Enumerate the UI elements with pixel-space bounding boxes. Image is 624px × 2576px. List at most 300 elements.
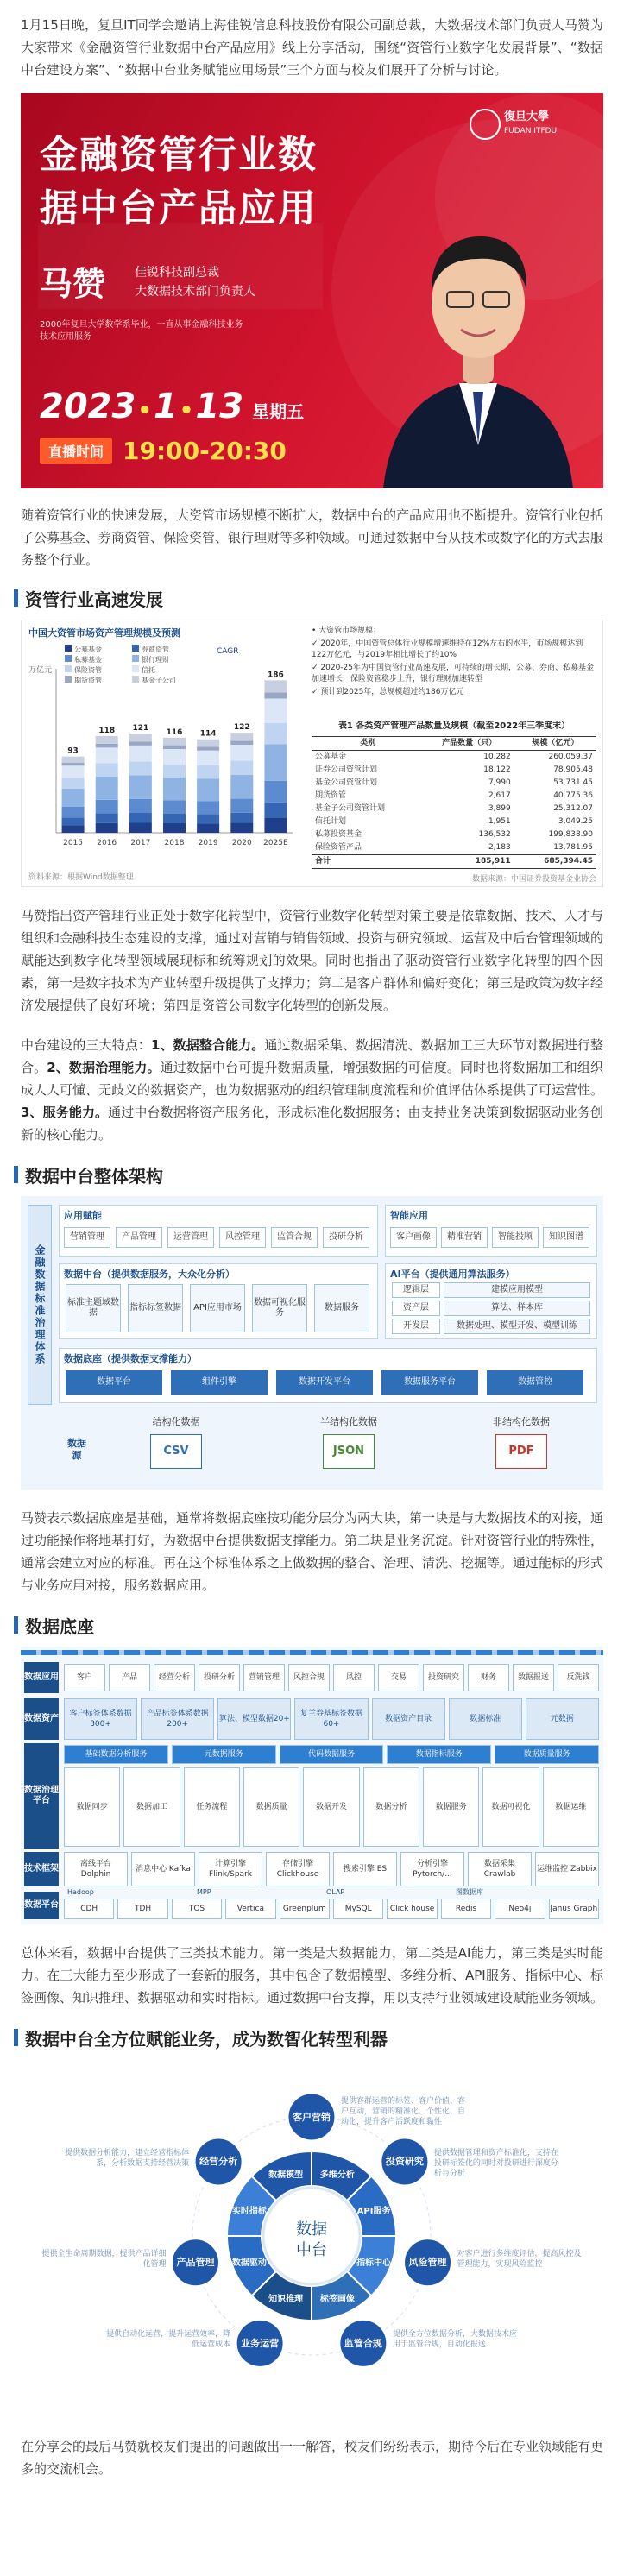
paragraph-2: 马赞指出资产管理行业正处于数字化转型中，资管行业数字化转型对策主要是依靠数据、技术、人才与组织和金融科技生态建设的支撑，通过对营销与销售领域、投资与研究领域、运营及中后台管理领域的赋能达到数字化转型领域展现标和统筹规划的效果。同时也指出了驱动资管行业数字化转型的四个因素，第一是数字技术为产业转型升级提供了支撑力；第二是客户群体和偏好变化；第三是政策为数字经济发展提供了良好环境；第四是资管公司数字化转型的创新发展。 <box>21 908 604 1013</box>
governance-service-cell: 代码数据服务 <box>280 1745 384 1764</box>
market-figure <box>21 620 603 887</box>
bar-segment <box>230 745 253 761</box>
table-cell: 1,951 <box>488 817 511 826</box>
governance-function-cell: 数据同步 <box>64 1767 120 1847</box>
platform-cell: Redis <box>441 1899 491 1919</box>
center-label-1: 数据 <box>296 2220 327 2239</box>
bar-chart <box>27 641 303 867</box>
bar-segment <box>197 814 219 823</box>
bar-segment <box>96 744 118 747</box>
asset-cell: 数据资产目录 <box>372 1698 445 1740</box>
legend-label: 信托 <box>142 666 155 674</box>
tech-framework-cell: 分析引擎 Pytorch/... <box>400 1852 464 1886</box>
legend-label: 保险资管 <box>74 666 102 674</box>
x-tick-label: 2025E <box>263 839 288 847</box>
bar-segment <box>163 823 186 833</box>
speaker-name: 马赞 <box>40 265 106 303</box>
market-bullets <box>312 626 596 700</box>
bar-segment <box>230 813 253 823</box>
data-center-item: 数据可视化服务 <box>252 1284 307 1332</box>
bar-segment <box>230 761 253 775</box>
bar-segment <box>96 823 118 833</box>
bar-segment <box>230 822 253 833</box>
tech-framework-cell: 存储引擎 Clickhouse <box>266 1852 330 1886</box>
smart-app-item: 客户画像 <box>390 1227 437 1248</box>
date-month: 1 <box>153 387 178 426</box>
node-label: 风险管理 <box>408 2257 447 2269</box>
table-row <box>312 790 596 803</box>
governance-service-cell: 数据指标服务 <box>387 1745 491 1764</box>
governance-function-cell: 数据加工 <box>123 1767 180 1847</box>
legend-swatch <box>132 655 139 662</box>
data-source-label: 数据源 <box>67 1438 86 1461</box>
platform-cell: MySQL <box>333 1899 383 1919</box>
live-time <box>40 437 287 465</box>
section-heading-1 <box>0 583 624 613</box>
app-cell: 投资研究 <box>423 1664 464 1691</box>
table-row <box>312 751 596 765</box>
table-row <box>312 841 596 855</box>
layer-label: 数据治理平台 <box>24 1743 59 1849</box>
table-row <box>312 816 596 828</box>
table-cell: 199,838.90 <box>548 830 593 839</box>
governance-service-cell: 数据质量服务 <box>495 1745 599 1764</box>
bar-segment <box>129 823 152 833</box>
asset-cell: 复兰券基标签数据60+ <box>294 1698 368 1740</box>
table-cell: 2,617 <box>488 791 511 800</box>
bar-segment <box>62 765 85 778</box>
governance-function-cell: 数据分析 <box>363 1767 419 1847</box>
ai-layer-cell: 数据处理、模型开发、模型训练 <box>444 1319 590 1334</box>
table-cell: 基金子公司资管计划 <box>315 804 386 813</box>
table-cell: 25,312.07 <box>553 804 593 813</box>
governance-function-cell: 数据质量 <box>243 1767 299 1847</box>
data-center-item: 标准主题域数据 <box>66 1284 121 1332</box>
data-source-title: 半结构化数据 <box>320 1416 377 1427</box>
heading-bar <box>14 1166 18 1183</box>
node-label: 客户营销 <box>293 2111 331 2123</box>
bar-segment <box>163 814 186 823</box>
ai-layer-cell: 建模应用模型 <box>444 1282 590 1298</box>
asset-cell: 数据标准 <box>449 1698 522 1740</box>
bar-segment <box>96 747 118 763</box>
ring-label: 数据模型 <box>268 2170 304 2180</box>
date-year: 2023 <box>40 387 136 426</box>
bar-segment <box>62 757 85 763</box>
deco-stripe <box>21 1650 603 1655</box>
data-base-item: 数据服务平台 <box>381 1370 478 1395</box>
ring-label: 数据驱动 <box>231 2258 267 2268</box>
node-label: 业务运营 <box>241 2337 280 2349</box>
data-base-diagram <box>21 1647 603 1924</box>
platform-cell: Greenplum <box>280 1899 330 1919</box>
bar-segment <box>197 751 219 765</box>
bar-value-label: 186 <box>268 671 284 680</box>
table-row <box>312 803 596 816</box>
paragraph-5: 总体来看，数据中台提供了三类技术能力。第一类是大数据能力，第二类是AI能力，第三类是实时能力。在三大能力至少形成了一套新的服务，其中包含了数据模型、多维分析、API服务、指标中心、标签画像、知识推理、数据驱动和实时指标。通过数据中台支撑，用以支持行业领域建设赋能业务领域。 <box>21 1945 604 2006</box>
table-cell: 3,899 <box>488 804 511 813</box>
node-label: 产品管理 <box>176 2257 215 2269</box>
speaker-bio-1: 2000年复旦大学数学系毕业，一直从事金融科技业务 <box>40 320 243 330</box>
bar-segment <box>62 817 85 825</box>
data-center-item: API应用市场 <box>190 1284 245 1332</box>
bar-segment <box>197 823 219 833</box>
node-note: 提供自动化运营，提升运营效率，降低运营成本 <box>106 2330 231 2350</box>
logo-subtext: FUDAN ITFDU <box>504 127 558 135</box>
table-cell: 78,905.48 <box>553 765 593 774</box>
app-item: 运营管理 <box>167 1227 214 1248</box>
market-bullet: ✓ 预计到2025年，总规模超过约186万亿元 <box>312 688 464 696</box>
bar-segment <box>62 778 85 788</box>
app-cell: 客户 <box>64 1664 105 1691</box>
p3-intro: 中台建设的三大特点： <box>21 1037 152 1053</box>
app-cell: 经营分析 <box>154 1664 195 1691</box>
bar-segment <box>230 733 253 740</box>
heading-text: 数据中台整体架构 <box>25 1165 163 1187</box>
governance-function-cell: 任务流程 <box>184 1767 240 1847</box>
governance-service-cell: 基础数据分析服务 <box>64 1745 168 1764</box>
node-note: 对客户进行多维度评估，提高风控及管理能力，实现风险监控 <box>457 2249 582 2269</box>
speaker-role-1: 佳锐科技副总裁 <box>135 266 219 280</box>
layer-label: 数据资产 <box>24 1698 59 1740</box>
bar-segment <box>129 741 152 746</box>
bar-segment <box>197 801 219 814</box>
market-bullet: • 大资管市场规模： <box>312 627 381 635</box>
speaker-role-2: 大数据技术部门负责人 <box>135 285 255 299</box>
legend-swatch <box>65 645 72 652</box>
bar-segment <box>163 765 186 778</box>
heading-bar <box>14 589 18 607</box>
bar-segment <box>129 746 152 761</box>
bar-segment <box>62 825 85 833</box>
tech-framework-cell: 消息中心 Kafka <box>131 1852 195 1886</box>
layer-label: 数据应用 <box>24 1662 59 1693</box>
governance-function-cell: 数据运维 <box>543 1767 599 1847</box>
bar-segment <box>129 813 152 822</box>
ai-layer-label: 逻辑层 <box>392 1282 440 1298</box>
table-cell: 53,731.45 <box>553 778 593 787</box>
governance-function-cell: 数据服务 <box>423 1767 479 1847</box>
node-label: 经营分析 <box>199 2156 238 2168</box>
platform-tag: MPP <box>197 1888 211 1896</box>
legend-label: 私募基金 <box>74 656 102 664</box>
event-date: 2023 • 1 • 13 星期五 <box>40 387 305 426</box>
table-cell: 136,532 <box>478 830 511 839</box>
table-cell: 合计 <box>312 855 425 869</box>
bar-segment <box>62 763 85 766</box>
closing-paragraph: 在分享会的最后马赞就校友们提出的问题做出一一解答，校友们纷纷表示，期待今后在专业领域能有更多的交流机会。 <box>21 2439 604 2477</box>
platform-cell: Click house <box>387 1899 437 1919</box>
bar-segment <box>129 775 152 799</box>
bar-segment <box>197 740 219 747</box>
live-time-label: 直播时间 <box>40 438 112 464</box>
paragraph-3 <box>0 1034 624 1146</box>
data-base-item: 数据管控 <box>487 1370 583 1395</box>
table-cell: 保险资管产品 <box>315 843 362 852</box>
table-title: 表1 各类资产管理产品数量及规模（截至2022年三季度末） <box>337 721 570 731</box>
section-heading-4 <box>0 2023 624 2052</box>
legend-swatch <box>132 645 139 652</box>
p3-point1: 1、数据整合能力。 <box>151 1037 265 1053</box>
governance-function-cell: 数据可视化 <box>482 1767 539 1847</box>
table-header-row <box>312 737 596 751</box>
bar-value-label: 118 <box>98 726 116 735</box>
bar-segment <box>163 801 186 814</box>
data-source-badge: PDF <box>495 1434 547 1469</box>
y-axis-label: 万亿元 <box>28 666 53 675</box>
heading-bar <box>14 2029 18 2046</box>
smart-panel-title: 智能应用 <box>390 1210 428 1221</box>
bar-segment <box>264 680 287 692</box>
node-note: 提供数据管理和资产标准化，支持在投研标签化的同时对投研进行深度分析与分析 <box>433 2148 558 2178</box>
data-center-item: 数据服务 <box>314 1284 369 1332</box>
poster-title-line1: 金融资管行业数 <box>40 133 318 177</box>
table-header-cell: 产品数量（只） <box>425 737 514 751</box>
p3-text3: 通过中台数据将资产服务化，形成标准化数据服务；由支持业务决策到数据驱动业务创新的核心能力。 <box>21 1105 603 1143</box>
ring-label: 指标中心 <box>356 2258 392 2268</box>
asset-cell: 客户标签体系数据300+ <box>64 1698 137 1740</box>
bar-segment <box>197 778 219 801</box>
data-source-badge: CSV <box>150 1434 202 1469</box>
app-cell: 投研分析 <box>199 1664 240 1691</box>
platform-cell: Neo4j <box>495 1899 545 1919</box>
data-base-title: 数据底座（提供数据支撑能力） <box>64 1353 197 1364</box>
ring-label: API服务 <box>356 2207 391 2217</box>
market-bullet: ✓ 2020-25年为中国资管行业高速发展，可持续的增长期，公募、券商、私募基金加速增长，保险资管稳步上升，银行理财加速转型 <box>312 664 595 683</box>
governance-column: 金融数据标准治理体系 <box>28 1205 52 1405</box>
data-source-title: 结构化数据 <box>152 1416 200 1427</box>
market-bullet: ✓ 2020年，中国资管总体行业规模增速维持在12%左右的水平，市场规模达到122万亿元，与2019年相比增长了约10% <box>312 639 583 659</box>
table-cell: 7,990 <box>488 778 511 787</box>
smart-app-item: 知识图谱 <box>543 1227 589 1248</box>
platform-cell: CDH <box>64 1899 114 1919</box>
bar-segment <box>264 699 287 723</box>
bar-segment <box>96 777 118 800</box>
paragraph-4: 马赞表示数据底座是基础，通常将数据底座按功能分层分为两大块，第一块是与大数据技术的对接，通过功能操作将地基打好，为数据中台提供数据支撑能力。第二块是业务沉淀。针对资管行业的特殊性，通常会建立对应的标准。再在这个标准体系之上做数据的整合、治理、清洗、挖掘等。通过能标的形式与业务应用对接，服务数据应用。 <box>21 1510 604 1593</box>
tech-framework-cell: 运维监控 Zabbix <box>535 1852 599 1886</box>
table-cell: 期货资管 <box>315 791 347 800</box>
ai-layer-label: 开发层 <box>392 1319 440 1334</box>
platform-cell: TOS <box>172 1899 222 1919</box>
data-center-item: 指标标签数据 <box>128 1284 183 1332</box>
app-panel-title: 应用赋能 <box>64 1210 102 1221</box>
chart-title: 中国大资管市场资产管理规模及预测 <box>28 627 180 639</box>
heading-text: 资管行业高速发展 <box>25 589 163 610</box>
heading-bar <box>14 1616 18 1634</box>
data-base-item: 数据平台 <box>66 1370 162 1395</box>
table-cell: 信托计划 <box>315 817 347 826</box>
heading-text: 数据中台全方位赋能业务，成为数智化转型利器 <box>25 2028 388 2050</box>
node-note: 提供客群运营的标签、客户价值、客户互动，营销的精准化、个性化、自动化，提升客户活跃度和黏性 <box>341 2097 466 2126</box>
platform-cell: Janus Graph <box>549 1899 599 1919</box>
legend-swatch <box>132 676 139 683</box>
app-item: 投研分析 <box>323 1227 369 1248</box>
tech-framework-cell: 离线平台 Dolphin <box>64 1852 128 1886</box>
node-note: 提供全生命周期数据，提供产品详细化管理 <box>41 2249 167 2269</box>
app-item: 营销管理 <box>64 1227 110 1248</box>
asset-table <box>312 736 596 869</box>
legend-swatch <box>65 665 72 672</box>
bar-segment <box>163 749 186 765</box>
chart-source: 资料来源：根据Wind数据整理 <box>28 873 134 882</box>
app-item: 监管合规 <box>271 1227 318 1248</box>
asset-cell: 算法、模型数据20+ <box>217 1698 291 1740</box>
table-cell: 2,183 <box>488 843 511 852</box>
table-cell: 40,775.36 <box>553 791 593 800</box>
data-source-title: 非结构化数据 <box>493 1416 550 1427</box>
table-cell: 3,049.25 <box>558 817 593 826</box>
bar-segment <box>96 800 118 814</box>
bar-segment <box>96 814 118 823</box>
ai-layer-cell: 算法、样本库 <box>444 1301 590 1316</box>
ai-panel-title: AI平台（提供通用算法服务） <box>390 1269 515 1280</box>
table-cell: 185,911 <box>425 855 514 869</box>
bar-value-label: 93 <box>67 746 79 756</box>
bar-segment <box>62 789 85 807</box>
x-tick-label: 2015 <box>63 839 84 847</box>
bar-segment <box>264 803 287 818</box>
app-cell: 反洗钱 <box>558 1664 599 1691</box>
table-row <box>312 828 596 841</box>
governance-service-cell: 元数据服务 <box>172 1745 276 1764</box>
node-label: 监管合规 <box>344 2337 382 2349</box>
logo-text: 復旦大學 <box>504 110 550 123</box>
bar-segment <box>96 763 118 777</box>
bar-segment <box>197 765 219 778</box>
bar-segment <box>163 778 186 800</box>
legend-label: 期货资管 <box>74 677 102 684</box>
bar-segment <box>264 692 287 698</box>
live-time-value: 19:00-20:30 <box>123 437 287 465</box>
bar-segment <box>163 746 186 749</box>
platform-tag: 图数据库 <box>456 1888 483 1896</box>
table-header-cell: 规模（亿元） <box>514 737 596 751</box>
app-cell: 财务 <box>468 1664 509 1691</box>
platform-cell: TDH <box>117 1899 167 1919</box>
platform-cell: Vertica <box>225 1899 275 1919</box>
bar-segment <box>264 745 287 781</box>
ring-label: 标签画像 <box>319 2295 355 2305</box>
p3-text2: 通过数据中台可提升数据质量，增强数据的可信度。同时也将数据加工和组织成人人可懂、无歧义的数据资产，也为数据驱动的组织管理制度流程和价值评估体系提供了可运营性。 <box>21 1060 604 1098</box>
speaker-photo <box>366 161 590 488</box>
platform-tag: OLAP <box>326 1888 345 1896</box>
legend-label: 公募基金 <box>74 646 102 653</box>
bar-value-label: 116 <box>166 727 183 737</box>
asset-cell: 元数据 <box>526 1698 599 1740</box>
smart-app-item: 精准营销 <box>441 1227 488 1248</box>
ai-layer-label: 资产层 <box>392 1301 440 1316</box>
node-note: 提供数据分析能力，建立经营指标体系，分析数据支持经营决策 <box>65 2148 190 2168</box>
table-header-cell: 类别 <box>312 737 425 751</box>
table-cell: 公募基金 <box>315 753 347 761</box>
data-base-item: 组件引擎 <box>171 1370 268 1395</box>
table-row <box>312 777 596 790</box>
table-cell: 10,282 <box>483 753 511 761</box>
poster-title-line2: 据中台产品应用 <box>40 186 318 230</box>
bar-segment <box>129 734 152 741</box>
bar-value-label: 114 <box>199 729 217 739</box>
platform-tag: Hadoop <box>67 1888 94 1896</box>
fudan-logo-icon <box>470 109 501 140</box>
tech-framework-cell: 搜索引擎 ES <box>333 1852 397 1886</box>
app-item: 产品管理 <box>116 1227 162 1248</box>
bar-segment <box>62 807 85 817</box>
app-cell: 数据报送 <box>513 1664 554 1691</box>
paragraph-1: 随着资管行业的快速发展，大资管市场规模不断扩大，数据中台的产品应用也不断提升。资管行业包括了公募基金、券商资管、保险资管、银行理财等多种领域。可通过数据中台从技术或数字化的方式去服务整个行业。 <box>21 507 604 568</box>
intro-paragraph: 1月15日晚，复旦IT同学会邀请上海佳锐信息科技股份有限公司副总裁，大数据技术部门负责人马赞为大家带来《金融资管行业数据中台产品应用》线上分享活动，围绕“资管行业数字化发展背景”、“数据中台建设方案”、“数据中台业务赋能应用场景”三个方面与校友们展开了分析与讨论。 <box>21 17 603 78</box>
bar-segment <box>163 738 186 746</box>
smart-app-item: 智能投顾 <box>492 1227 539 1248</box>
app-cell: 风控合规 <box>288 1664 330 1691</box>
table-row <box>312 855 596 869</box>
bar-segment <box>264 723 287 745</box>
architecture-diagram <box>21 1196 603 1490</box>
app-cell: 交易 <box>378 1664 419 1691</box>
legend-label: 基金子公司 <box>142 677 176 684</box>
cagr-label: CAGR <box>217 647 239 656</box>
legend-label: 银行理财 <box>142 656 169 664</box>
table-cell: 基金公司资管计划 <box>315 778 378 787</box>
ring-label: 多维分析 <box>319 2170 355 2180</box>
section-heading-3 <box>0 1610 624 1640</box>
data-center-title: 数据中台（提供数据服务，大众化分析） <box>64 1269 235 1280</box>
bar-segment <box>96 736 118 744</box>
heading-text: 数据底座 <box>25 1616 94 1637</box>
table-source: 数据来源：中国证券投资基金业协会 <box>471 875 596 884</box>
legend-swatch <box>65 676 72 683</box>
data-source-badge: JSON <box>323 1434 375 1469</box>
ring-label: 实时指标 <box>231 2207 267 2217</box>
node-note: 提供全方位数据分析，大数据技术应用于监管合规，自动化报送 <box>392 2330 517 2350</box>
tech-framework-cell: 数据采集 Crawlab <box>468 1852 532 1886</box>
app-cell: 营销管理 <box>243 1664 285 1691</box>
x-tick-label: 2018 <box>164 839 185 847</box>
table-cell: 18,122 <box>483 765 511 774</box>
table-cell: 13,781.95 <box>553 843 593 852</box>
app-cell: 风控 <box>333 1664 375 1691</box>
date-week: 星期五 <box>252 401 305 422</box>
p3-point2: 2、数据治理能力。 <box>47 1060 161 1075</box>
x-tick-label: 2020 <box>231 839 252 847</box>
bar-segment <box>230 799 253 813</box>
node-label: 投资研究 <box>385 2156 424 2168</box>
x-tick-label: 2017 <box>130 839 151 847</box>
bar-segment <box>129 761 152 775</box>
data-base-item: 数据开发平台 <box>276 1370 373 1395</box>
table-row <box>312 764 596 777</box>
layer-label: 技术框架 <box>24 1852 59 1886</box>
date-day: 13 <box>195 387 244 426</box>
table-cell: 私募投资基金 <box>315 830 362 839</box>
asset-cell: 产品标签体系数据200+ <box>141 1698 214 1740</box>
legend-swatch <box>132 665 139 672</box>
x-tick-label: 2019 <box>198 839 218 847</box>
p3-point3: 3、服务能力。 <box>21 1105 109 1120</box>
section-heading-2 <box>0 1160 624 1189</box>
table-cell: 证券公司资管计划 <box>315 765 378 774</box>
bar-segment <box>230 775 253 799</box>
bar-segment <box>264 781 287 803</box>
legend-label: 券商资管 <box>142 646 169 653</box>
bar-value-label: 122 <box>233 723 250 733</box>
bar-value-label: 121 <box>132 724 149 734</box>
bar-segment <box>197 746 219 750</box>
x-tick-label: 2016 <box>97 839 117 847</box>
event-poster <box>21 93 603 488</box>
bar-segment <box>230 740 253 745</box>
app-cell: 产品 <box>109 1664 150 1691</box>
legend-swatch <box>65 655 72 662</box>
